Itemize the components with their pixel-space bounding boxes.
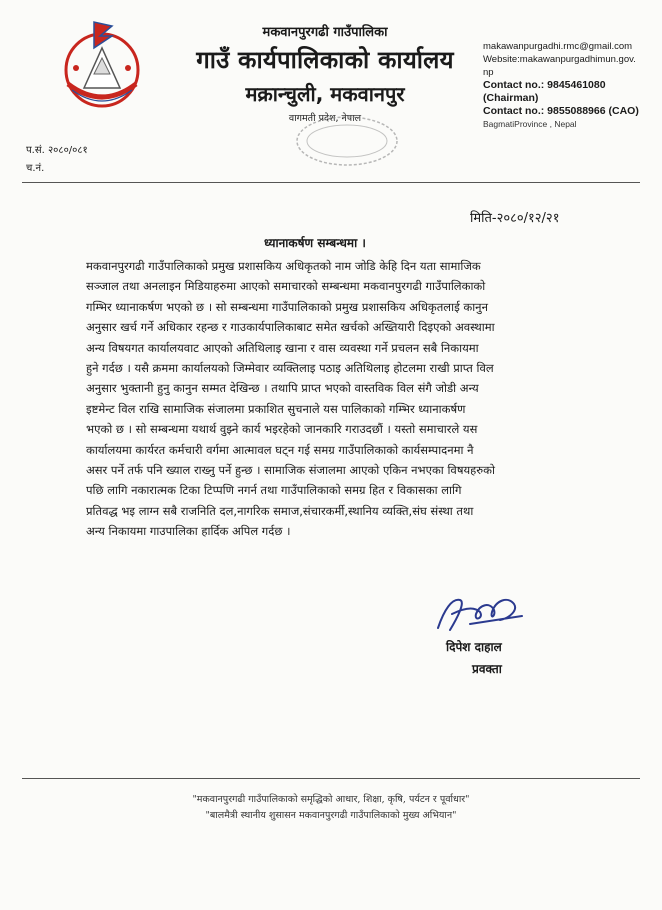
- body-line: सञ्जाल तथा अनलाइन मिडियाहरुमा आएको समाचारको सम्बन्धमा मकवानपुरगढी गाउँपालिकाको: [86, 279, 486, 294]
- signatory-name: दिपेश दाहाल: [446, 640, 502, 654]
- body-line: अनुसार भुक्तानी हुनु कानुन सम्मत देखिन्छ । तथापि प्राप्त भएको वास्तविक विल संगै जोडी अन्य: [86, 381, 479, 396]
- website-text: Website:makawanpurgadhimun.gov.: [483, 54, 636, 65]
- signature-icon: [430, 590, 530, 636]
- header-divider: [22, 182, 640, 183]
- municipality-name: मकवानपुरगढी गाउँपालिका: [262, 25, 388, 40]
- letter-date: मिति-२०८०/१२/२१: [470, 211, 560, 226]
- footer-slogan-2: "बालमैत्री स्थानीय शुसासन मकवानपुरगढी गाउँपालिकाको मुख्य अभियान": [205, 810, 457, 821]
- body-line: मकवानपुरगढी गाउँपालिकाको प्रमुख प्रशासकिय अधिकृतको नाम जोडि केहि दिन यता सामाजिक: [86, 259, 481, 273]
- signatory-title: प्रवक्ता: [472, 662, 502, 676]
- footer-slogan-1: "मकवानपुरगढी गाउँपालिकाको समृद्धिको आधार, शिक्षा, कृषि, पर्यटन र पूर्वाधार": [192, 794, 470, 805]
- chairman-contact: Contact no.: 9845461080: [483, 79, 606, 91]
- office-stamp-icon: [292, 112, 402, 170]
- body-line: अन्य निकायमा गाउपालिका हार्दिक अपिल गर्दछ ।: [86, 524, 291, 539]
- body-line: भएको छ । सो सम्बन्धमा यथार्थ वुझ्ने कार्य भइरहेको जानकारि गराउदछौं । यस्तो समाचारले यस: [86, 422, 478, 437]
- letter-number: प.सं. २०८०/०८१: [26, 145, 88, 156]
- email-text: makawanpurgadhi.rmc@gmail.com: [483, 41, 633, 52]
- province-en: BagmatiProvince , Nepal: [483, 119, 577, 129]
- website-text-cont: np: [483, 67, 494, 78]
- province-line: वागमती प्रदेश, नेपाल: [288, 113, 362, 124]
- body-line: अन्य विषयगत कार्यालयवाट आएको अतिथिलाइ खाना र वास व्यवस्था गर्ने प्रचलन सबै निकायमा: [86, 340, 479, 355]
- office-location: मक्रान्चुली, मकवानपुर: [245, 82, 405, 106]
- contact-block: [483, 40, 659, 131]
- cao-contact-number: 9855088966: [547, 105, 606, 117]
- footer-divider: [22, 778, 640, 779]
- body-line: पछि लागि नकारात्मक टिका टिप्पणि नगर्न तथा गाउँपालिकाको समग्र हित र विकासका लागि: [86, 483, 462, 498]
- body-line: प्रतिवद्ध भइ लाग्न सबै राजनिति दल,नागरिक समाज,संचारकर्मी,स्थानिय व्यक्ति,संघ संस्था तथा: [86, 503, 474, 518]
- letterhead: [160, 22, 490, 124]
- body-line: असर पर्ने तर्फ पनि ख्याल राख्नु पर्ने हुन्छ । सामाजिक संजालमा आएको एकिन नभएका विषयहरुको: [86, 463, 495, 478]
- body-line: हुने गर्दछ । यसै क्रममा कार्यालयको जिम्मेवार व्यक्तिलाइ पठाइ अतिथिलाइ होटलमा राखी प्राप्त विल: [86, 361, 494, 376]
- cao-contact-label: Contact no.:: [483, 105, 548, 117]
- cao-label: (CAO): [605, 105, 639, 117]
- letter-body: [86, 256, 626, 542]
- chairman-label: (Chairman): [483, 92, 539, 104]
- cao-contact: [483, 105, 659, 118]
- body-line: इष्टमेन्ट विल राखि सामाजिक संजालमा प्रकाशित सुचनाले यस पालिकाको गम्भिर ध्यानाकर्षण: [86, 401, 466, 416]
- body-line: गम्भिर ध्यानाकर्षण भएको छ । सो सम्बन्धमा गाउँपालिकाको प्रमुख प्रशासकिय अधिकृतलाई कानुन: [86, 299, 488, 314]
- body-line: कार्यालयमा कार्यरत कर्मचारी वर्गमा आत्मावल घट्न गई समग्र गाउँपालिकाको कार्यसम्पादनमा नै: [86, 442, 474, 457]
- nepal-emblem-icon: [54, 18, 150, 114]
- letter-subject: ध्यानाकर्षण सम्बन्धमा ।: [264, 236, 366, 250]
- body-line: अनुसार खर्च गर्ने अधिकार रहन्छ र गाउकार्यपालिकाबाट समेत खर्चको अख्तियारी दिइएको अवस्थामा: [86, 320, 495, 335]
- footer-slogans: [22, 792, 640, 824]
- office-name: गाउँ कार्यपालिकाको कार्यालय: [196, 46, 454, 74]
- reference-numbers: [26, 142, 88, 178]
- dispatch-number: च.नं.: [26, 163, 45, 174]
